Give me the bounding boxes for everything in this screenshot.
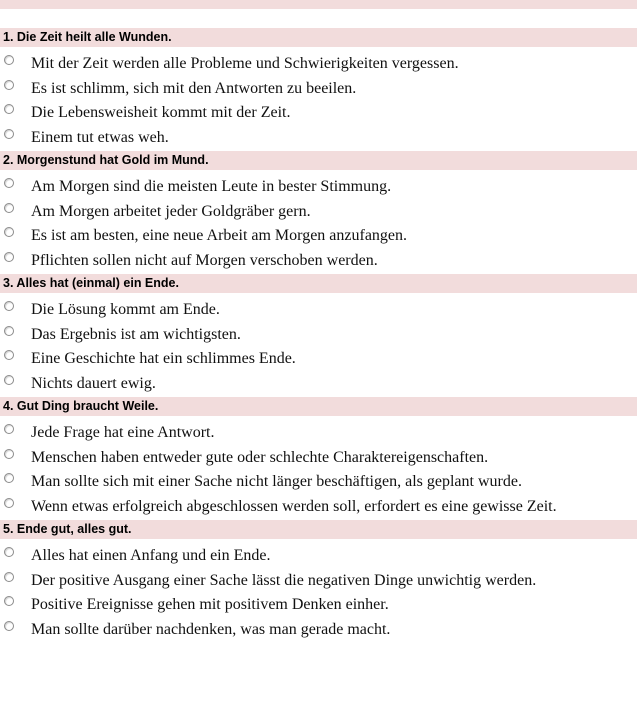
answer-option[interactable] bbox=[0, 619, 637, 644]
answer-label: Es ist schlimm, sich mit den Antworten zu beeilen. bbox=[31, 79, 357, 97]
answer-option[interactable] bbox=[0, 299, 637, 324]
answer-option[interactable] bbox=[0, 201, 637, 226]
radio-button[interactable] bbox=[4, 596, 14, 606]
answer-label: Am Morgen sind die meisten Leute in bester Stimmung. bbox=[31, 178, 392, 195]
answer-option[interactable] bbox=[0, 570, 637, 595]
answer-label: Es ist am besten, eine neue Arbeit am Morgen anzufangen. bbox=[31, 227, 408, 244]
answer-option[interactable] bbox=[0, 78, 637, 103]
quiz bbox=[0, 28, 637, 643]
answer-option[interactable] bbox=[0, 225, 637, 250]
answer-option[interactable] bbox=[0, 447, 637, 472]
top-spacer bbox=[0, 9, 637, 28]
answer-label: Mit der Zeit werden alle Probleme und Schwierigkeiten vergessen. bbox=[31, 55, 459, 72]
question-block-2 bbox=[0, 151, 637, 274]
answer-option[interactable] bbox=[0, 324, 637, 349]
radio-button[interactable] bbox=[4, 572, 14, 582]
answer-label: Positive Ereignisse gehen mit positivem Denken einher. bbox=[31, 596, 389, 613]
answer-option[interactable] bbox=[0, 127, 637, 152]
radio-button[interactable] bbox=[4, 129, 14, 139]
answer-option[interactable] bbox=[0, 545, 637, 570]
radio-button[interactable] bbox=[4, 178, 14, 188]
question-block-1 bbox=[0, 28, 637, 151]
radio-button[interactable] bbox=[4, 449, 14, 459]
answer-option[interactable] bbox=[0, 422, 637, 447]
radio-button[interactable] bbox=[4, 424, 14, 434]
answer-option[interactable] bbox=[0, 348, 637, 373]
answer-label: Alles hat einen Anfang und ein Ende. bbox=[31, 547, 271, 564]
answer-option[interactable] bbox=[0, 53, 637, 78]
answer-label: Das Ergebnis ist am wichtigsten. bbox=[31, 325, 241, 343]
radio-button[interactable] bbox=[4, 350, 14, 360]
answer-option[interactable] bbox=[0, 471, 637, 496]
answer-option[interactable] bbox=[0, 102, 637, 127]
answer-label: Die Lösung kommt am Ende. bbox=[31, 301, 220, 318]
radio-button[interactable] bbox=[4, 375, 14, 385]
answer-label: Die Lebensweisheit kommt mit der Zeit. bbox=[31, 104, 291, 121]
radio-button[interactable] bbox=[4, 227, 14, 237]
radio-button[interactable] bbox=[4, 301, 14, 311]
answer-option[interactable] bbox=[0, 250, 637, 275]
radio-button[interactable] bbox=[4, 80, 14, 90]
radio-button[interactable] bbox=[4, 55, 14, 65]
question-title: 2. Morgenstund hat Gold im Mund. bbox=[0, 151, 637, 170]
answer-option[interactable] bbox=[0, 496, 637, 521]
radio-button[interactable] bbox=[4, 326, 14, 336]
answer-label: Jede Frage hat eine Antwort. bbox=[31, 424, 215, 441]
question-block-3 bbox=[0, 274, 637, 397]
question-title: 1. Die Zeit heilt alle Wunden. bbox=[0, 28, 637, 47]
radio-button[interactable] bbox=[4, 547, 14, 557]
question-title: 3. Alles hat (einmal) ein Ende. bbox=[0, 274, 637, 293]
radio-button[interactable] bbox=[4, 203, 14, 213]
question-block-4 bbox=[0, 397, 637, 520]
radio-button[interactable] bbox=[4, 252, 14, 262]
radio-button[interactable] bbox=[4, 104, 14, 114]
answer-label: Menschen haben entweder gute oder schlechte Charaktereigenschaften. bbox=[31, 448, 489, 466]
top-band bbox=[0, 0, 637, 9]
answer-label: Nichts dauert ewig. bbox=[31, 374, 156, 392]
answer-option[interactable] bbox=[0, 176, 637, 201]
answer-label: Am Morgen arbeitet jeder Goldgräber gern. bbox=[31, 202, 311, 220]
answer-label: Man sollte darüber nachdenken, was man gerade macht. bbox=[31, 620, 391, 638]
question-title: 4. Gut Ding braucht Weile. bbox=[0, 397, 637, 416]
answer-option[interactable] bbox=[0, 594, 637, 619]
radio-button[interactable] bbox=[4, 498, 14, 508]
answer-label: Einem tut etwas weh. bbox=[31, 128, 169, 146]
question-title: 5. Ende gut, alles gut. bbox=[0, 520, 637, 539]
question-block-5 bbox=[0, 520, 637, 643]
radio-button[interactable] bbox=[4, 621, 14, 631]
answer-label: Eine Geschichte hat ein schlimmes Ende. bbox=[31, 350, 296, 367]
answer-option[interactable] bbox=[0, 373, 637, 398]
answer-label: Pflichten sollen nicht auf Morgen verschoben werden. bbox=[31, 251, 378, 269]
answer-label: Man sollte sich mit einer Sache nicht länger beschäftigen, als geplant wurde. bbox=[31, 473, 522, 490]
radio-button[interactable] bbox=[4, 473, 14, 483]
answer-label: Wenn etwas erfolgreich abgeschlossen werden soll, erfordert es eine gewisse Zeit. bbox=[31, 497, 557, 515]
answer-label: Der positive Ausgang einer Sache lässt die negativen Dinge unwichtig werden. bbox=[31, 571, 537, 589]
